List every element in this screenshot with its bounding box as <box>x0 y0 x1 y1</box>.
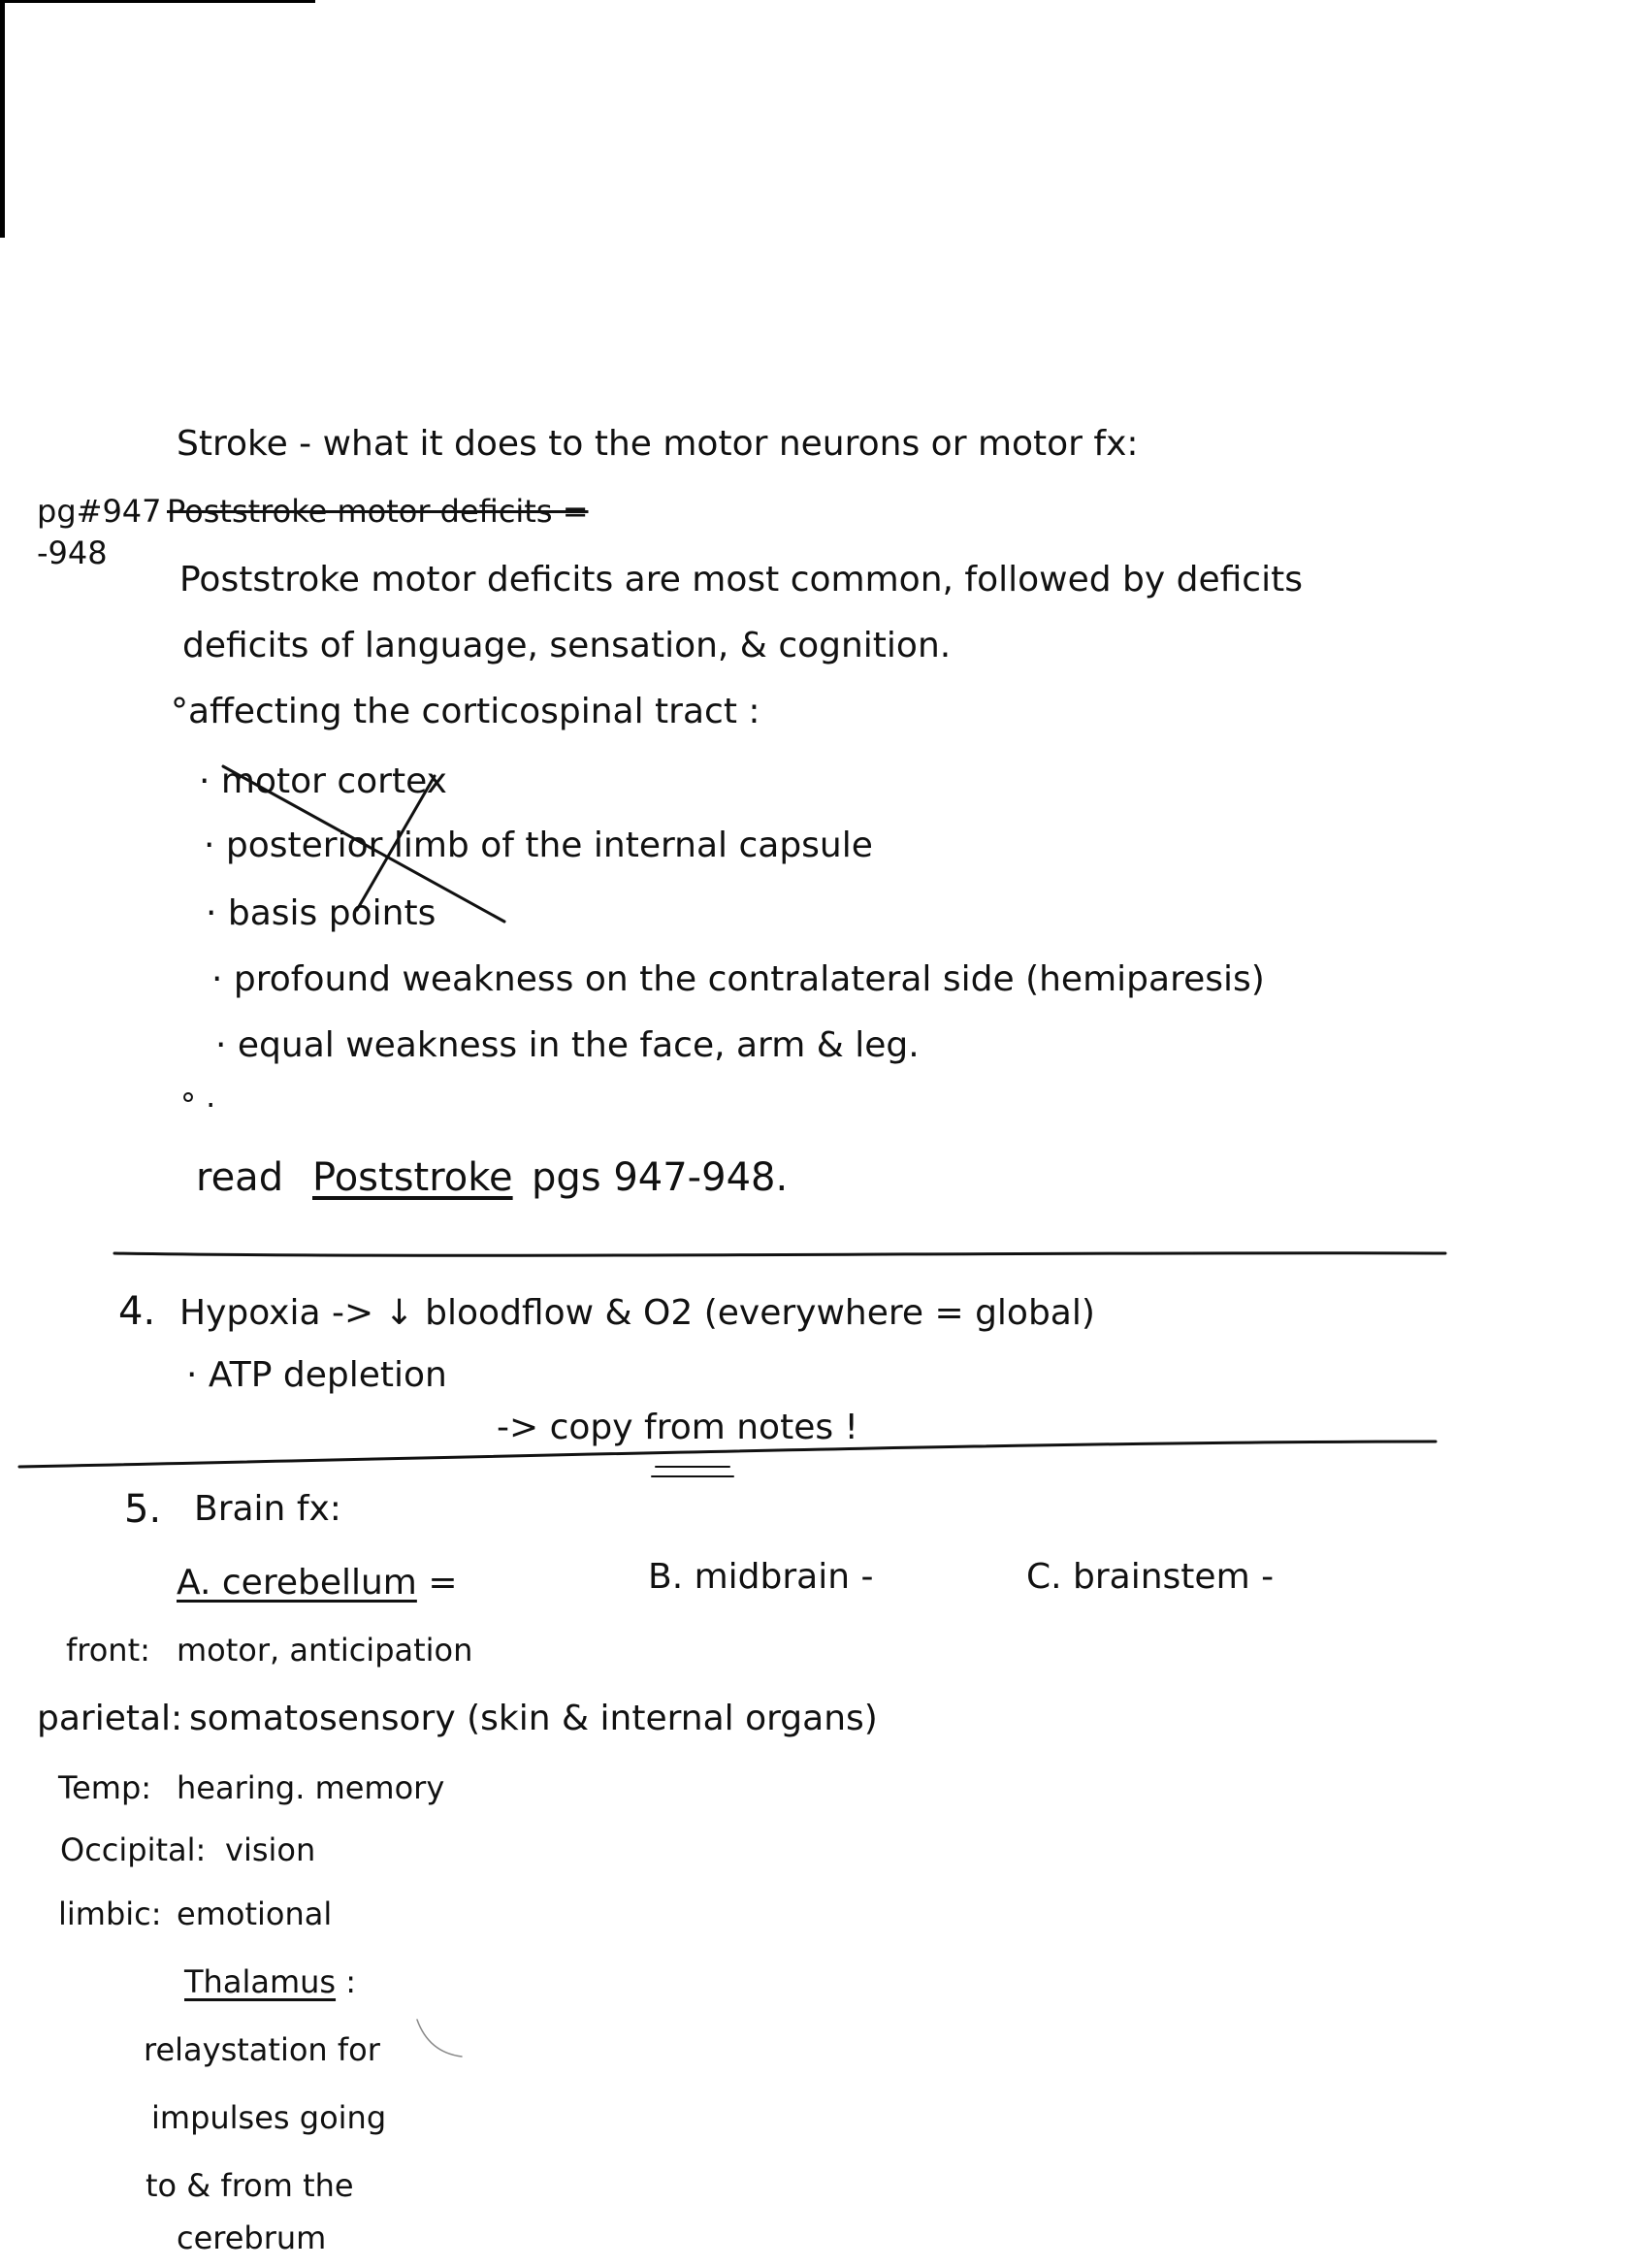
column-midbrain: B. midbrain - <box>648 1557 874 1597</box>
lobe-limbic-desc: emotional <box>177 1895 333 1932</box>
faint-curve-mark <box>417 2020 462 2057</box>
thalamus-line-2: impulses going <box>151 2099 387 2136</box>
bullet-posterior-limb: · posterior limb of the internal capsule <box>204 826 873 865</box>
thalamus-line-3: to & from the <box>146 2167 354 2204</box>
thalamus-label: Thalamus <box>184 1963 337 2000</box>
lobe-temporal-desc: hearing. memory <box>177 1769 445 1806</box>
cerebellum-suffix: = <box>416 1563 458 1603</box>
paragraph-line-2: deficits of language, sensation, & cognition. <box>182 626 952 665</box>
column-brainstem: C. brainstem - <box>1026 1557 1275 1597</box>
read-prefix: read <box>196 1155 284 1200</box>
read-word: Poststroke <box>312 1155 513 1200</box>
lobe-parietal-name: parietal: <box>37 1699 183 1738</box>
copy-note: -> copy from notes ! <box>497 1408 858 1447</box>
cerebellum-label: A. cerebellum <box>177 1563 417 1603</box>
atp-bullet: · ATP depletion <box>186 1355 447 1395</box>
bullet-equal-weakness: · equal weakness in the face, arm & leg. <box>215 1025 920 1065</box>
bullet-motor-cortex: · motor cortex <box>199 761 447 801</box>
thalamus-line-1: relaystation for <box>144 2031 380 2068</box>
struck-heading: Poststroke motor deficits = <box>167 493 589 530</box>
affecting-line: °affecting the corticospinal tract : <box>171 692 760 731</box>
bullet-basis-points: · basis points <box>206 893 436 933</box>
lobe-occipital-desc: vision <box>225 1831 316 1868</box>
lobe-limbic-name: limbic: <box>58 1895 162 1932</box>
page-title: Stroke - what it does to the motor neurons or motor fx: <box>177 424 1139 464</box>
brain-title: Brain fx: <box>194 1489 341 1529</box>
margin-page-ref-1: pg#947 <box>37 493 162 530</box>
empty-bullet: ° · <box>180 1086 216 1123</box>
lobe-frontal-name: front: <box>66 1632 150 1669</box>
divider-line-1 <box>114 1253 1445 1256</box>
thalamus-line-4: cerebrum <box>177 2219 327 2256</box>
lobe-parietal-desc: somatosensory (skin & internal organs) <box>189 1699 878 1738</box>
bullet-hemiparesis: · profound weakness on the contralateral side (hemiparesis) <box>211 959 1265 999</box>
cross-out-stroke-2 <box>357 776 435 910</box>
lobe-frontal-desc: motor, anticipation <box>177 1632 473 1669</box>
divider-line-2 <box>19 1442 1436 1467</box>
lobe-occipital-name: Occipital: <box>60 1831 207 1868</box>
lobe-temporal-name: Temp: <box>58 1769 152 1806</box>
read-pages: pgs 947-948. <box>532 1155 789 1200</box>
paragraph-line-1: Poststroke motor deficits are most common, followed by deficits <box>179 560 1303 599</box>
margin-page-ref-2: -948 <box>37 535 108 571</box>
thalamus-suffix: : <box>336 1963 357 2000</box>
section-number-5: 5. <box>124 1487 162 1532</box>
hypoxia-title: Hypoxia -> ↓ bloodflow & O2 (everywhere = global) <box>179 1293 1095 1333</box>
section-number-4: 4. <box>118 1289 156 1334</box>
